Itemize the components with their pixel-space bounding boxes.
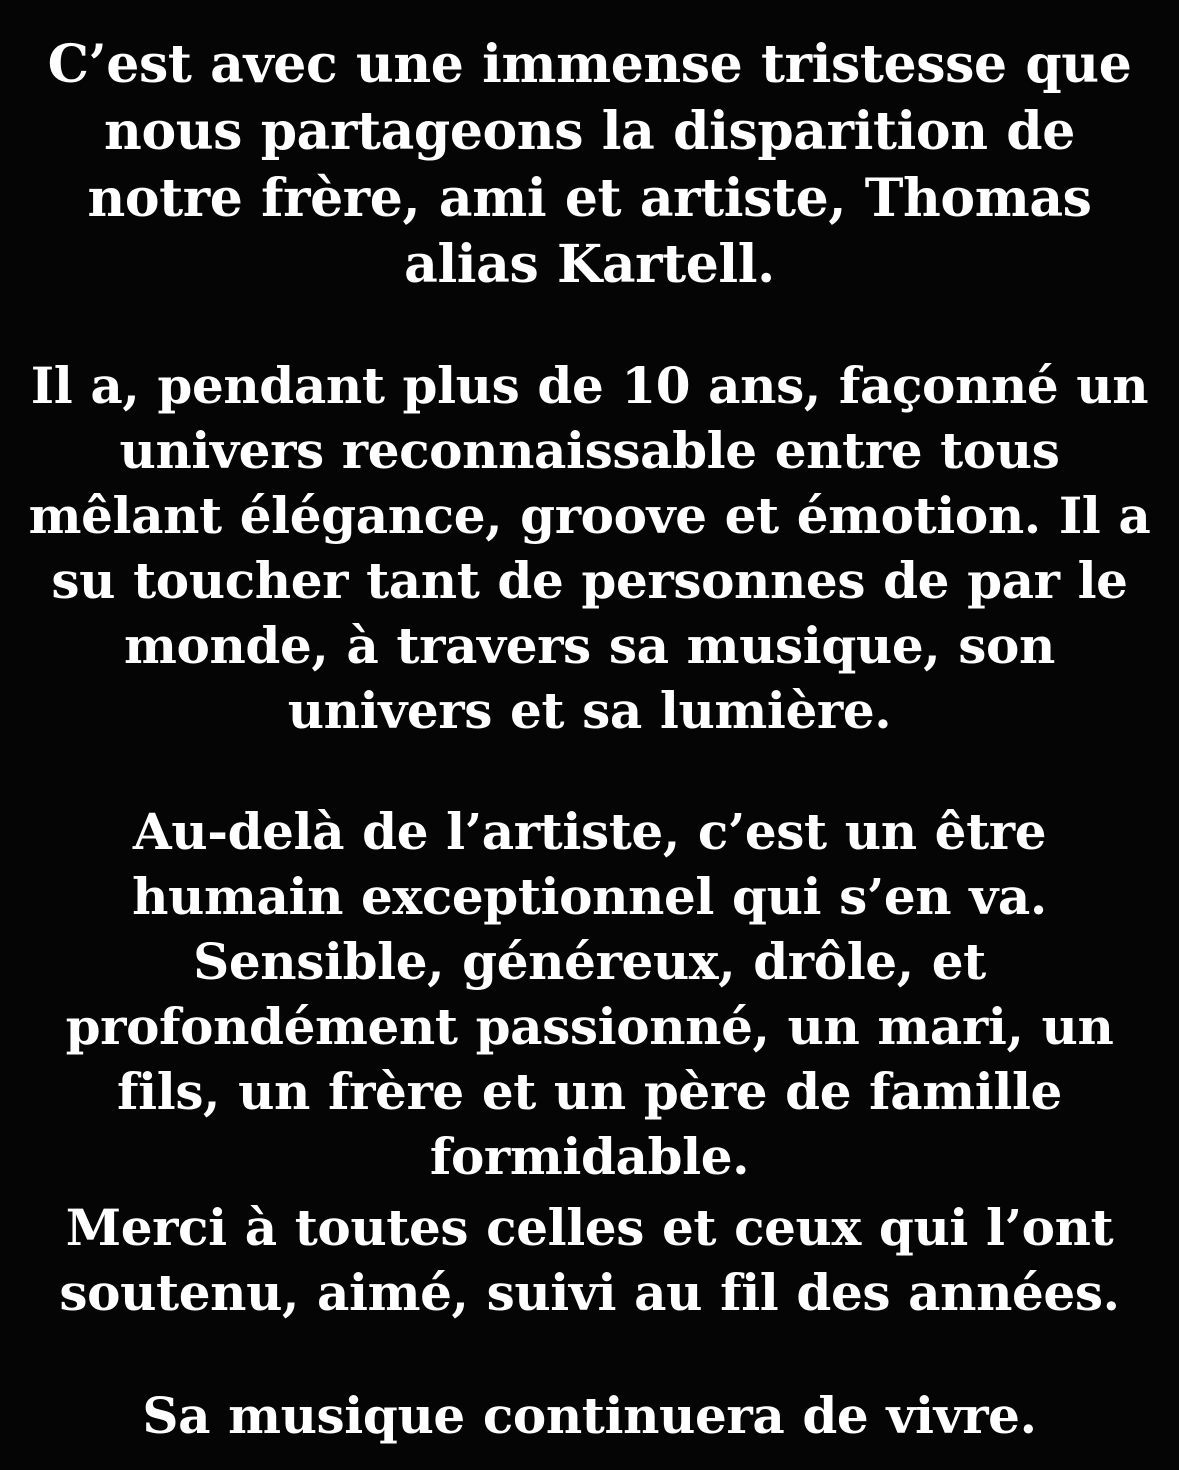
- tribute-paragraph-closing: Sa musique continuera de vivre.: [142, 1385, 1037, 1445]
- tribute-paragraph-person: Au-delà de l’artiste, c’est un être humain exceptionnel qui s’en va. Sensible, généreux, drôle, et profondément passionné, un mari, un fils, un frère et un père de famille formidable.: [65, 801, 1114, 1186]
- tribute-text-block: [22, 32, 1157, 1447]
- tribute-paragraph-career: Il a, pendant plus de 10 ans, façonné un univers reconnaissable entre tous mêlant élégance, groove et émotion. Il a su toucher tant de personnes de par le monde, à travers sa musique, son univers et sa lumière.: [28, 355, 1151, 740]
- tribute-paragraph-announcement: C’est avec une immense tristesse que nous partageons la disparition de notre frère, ami et artiste, Thomas alias Kartell.: [47, 34, 1132, 296]
- tribute-paragraph-thanks: Merci à toutes celles et ceux qui l’ont soutenu, aimé, suivi au fil des années.: [59, 1197, 1120, 1322]
